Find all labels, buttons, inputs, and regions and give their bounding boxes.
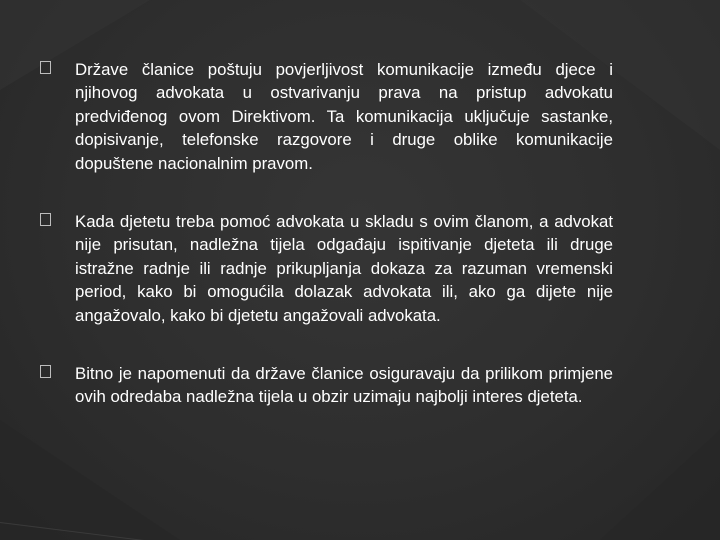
bullet-item bbox=[40, 210, 613, 327]
bullet-text: Kada djetetu treba pomoć advokata u skladu s ovim članom, a advokat nije prisutan, nadležna tijela odgađaju ispitivanje djeteta ili druge istražne radnje ili radnje prikupljanja dokaza za razuman vremenski period, kako bi omogućila dolazak advokata ili, ako ga dijete nije angažovalo, kako bi djetetu angažovali advokata. bbox=[75, 212, 613, 325]
bullet-list bbox=[40, 58, 613, 444]
bullet-item bbox=[40, 58, 613, 175]
square-bullet-icon bbox=[40, 365, 51, 378]
square-bullet-icon bbox=[40, 213, 51, 226]
square-bullet-icon bbox=[40, 61, 51, 74]
bullet-text: Države članice poštuju povjerljivost komunikacije između djece i njihovog advokata u ostvarivanju prava na pristup advokatu predviđenog ovom Direktivom. Ta komunikacija uključuje sastanke, dopisivanje, telefonske razgovore i druge oblike komunikacije dopuštene nacionalnim pravom. bbox=[75, 60, 613, 173]
bullet-item bbox=[40, 362, 613, 409]
bullet-text: Bitno je napomenuti da države članice osiguravaju da prilikom primjene ovih odredaba nadležna tijela u obzir uzimaju najbolji interes djeteta. bbox=[75, 364, 613, 407]
